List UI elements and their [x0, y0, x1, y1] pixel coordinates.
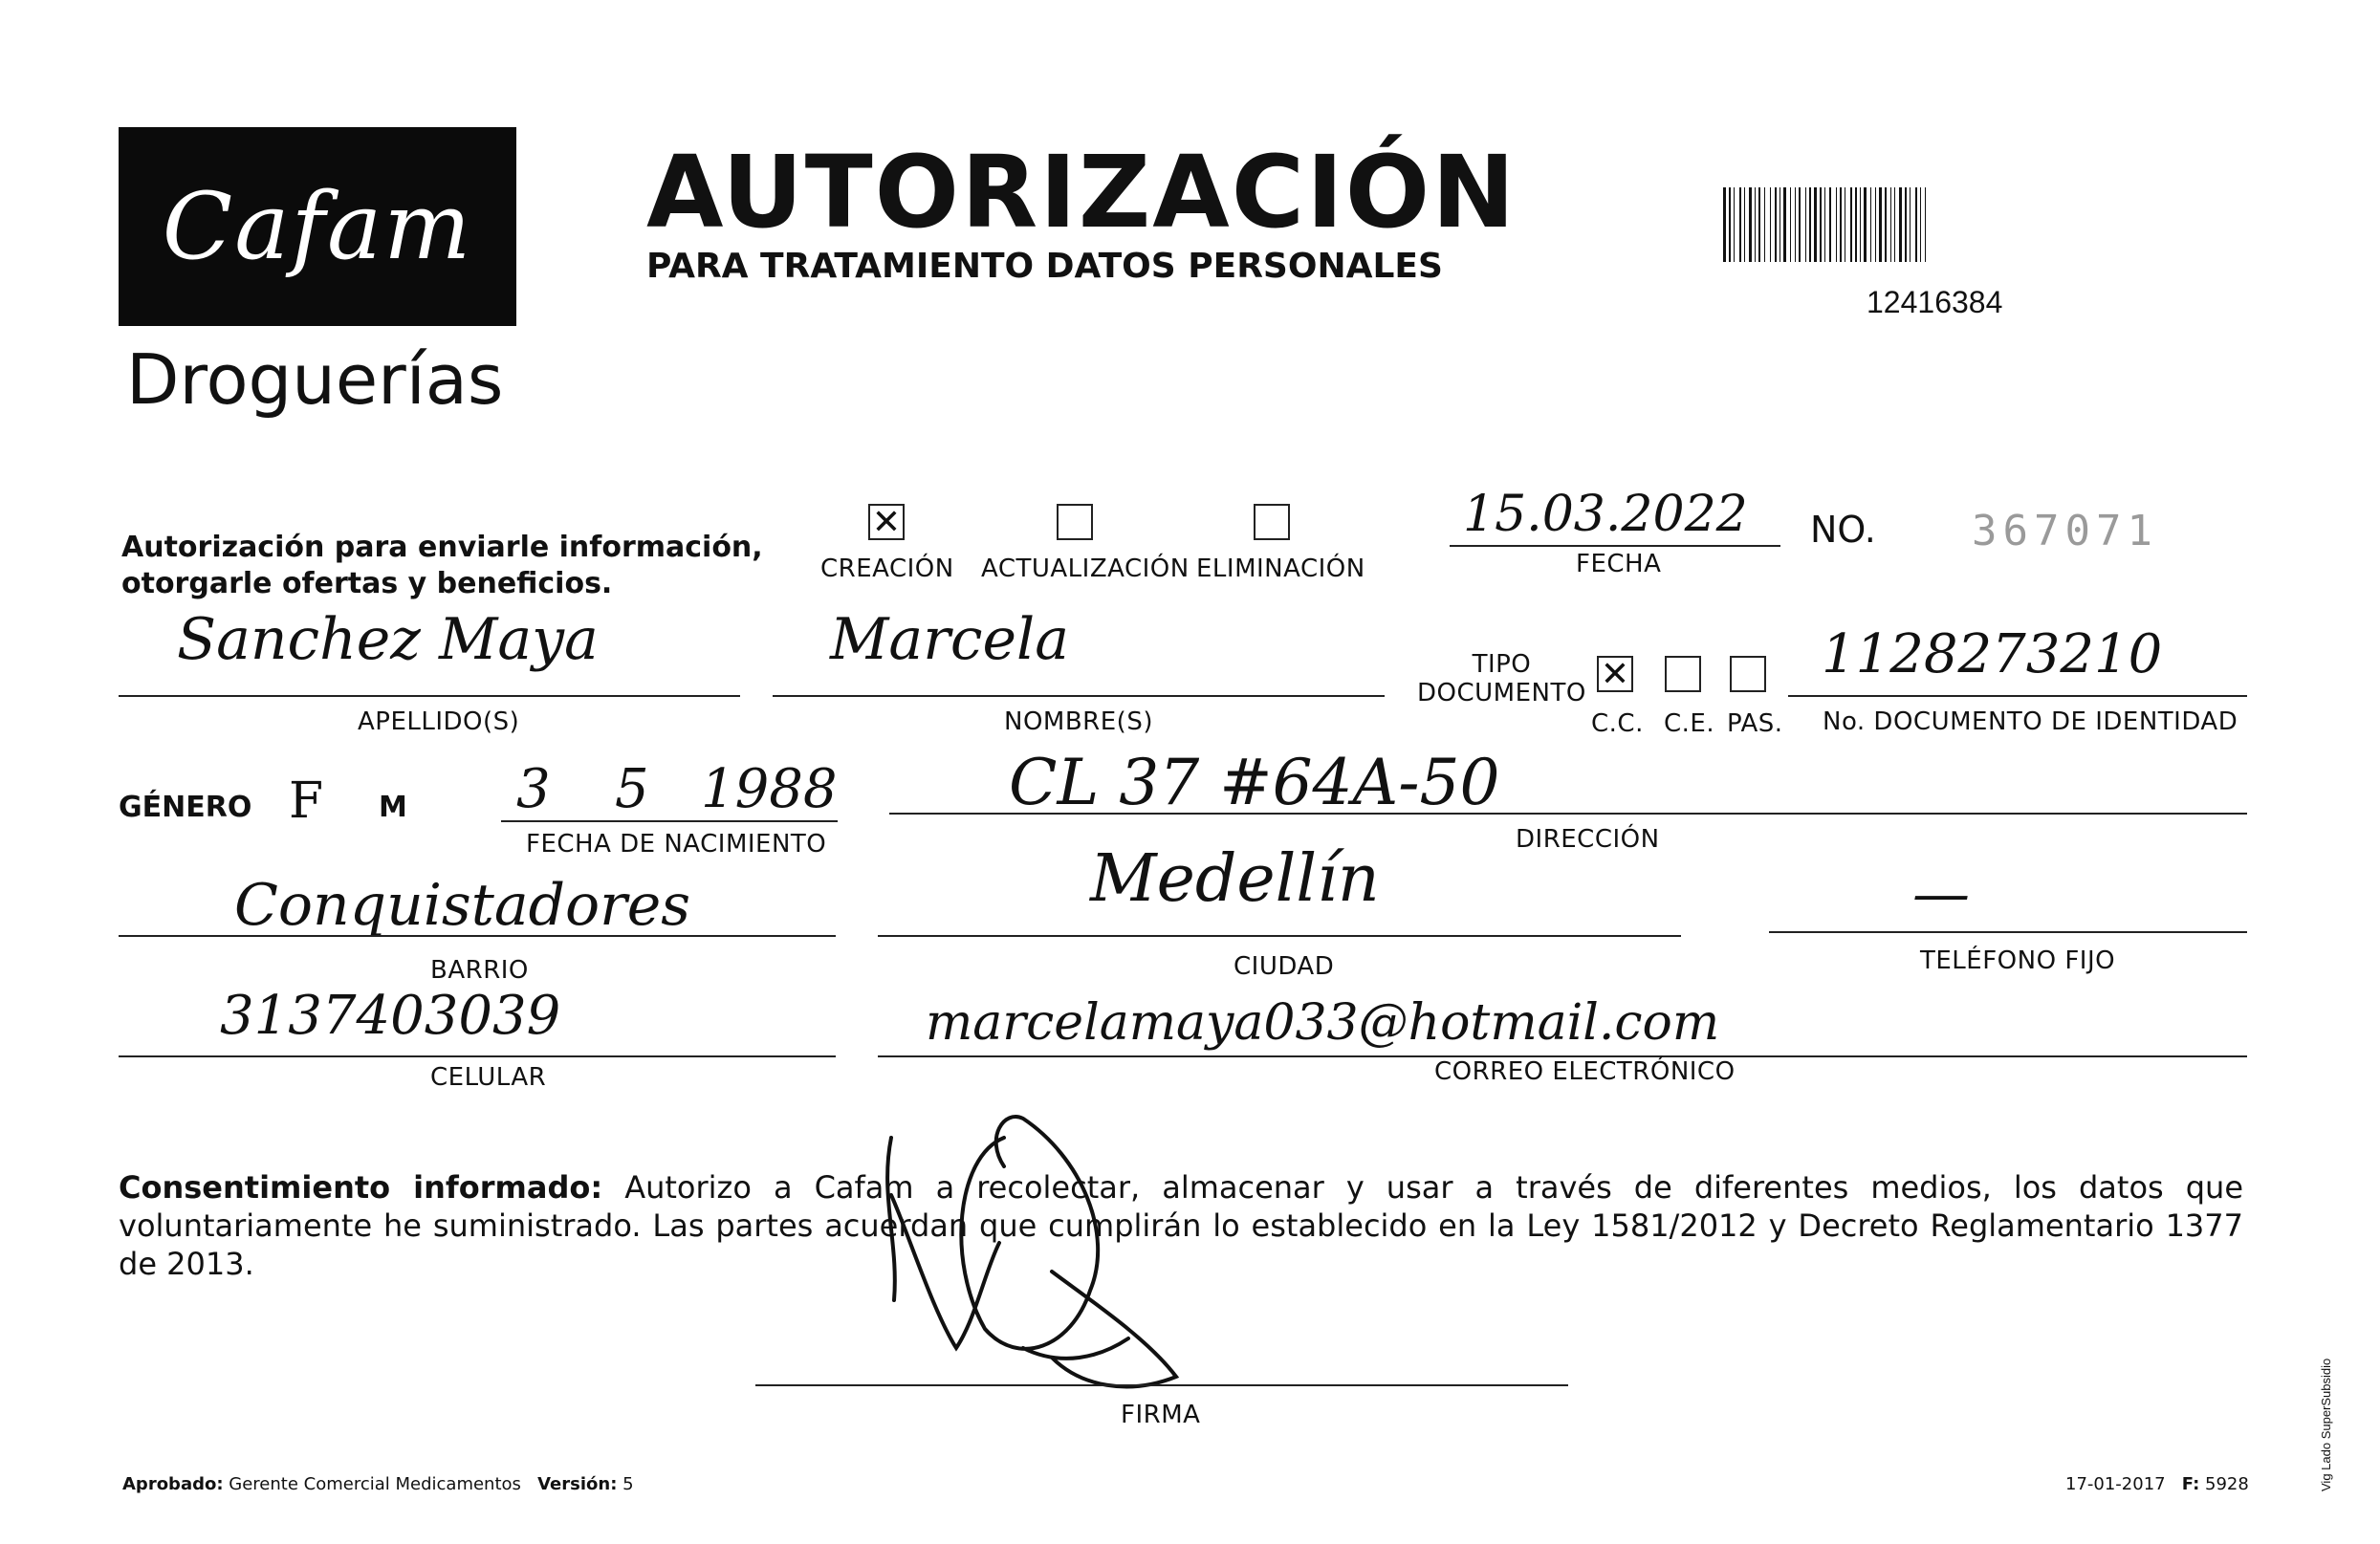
authorization-intro: Autorización para enviarle información, otorgarle ofertas y beneficios. [121, 531, 763, 600]
nacimiento-month: 5 [615, 758, 649, 820]
nombres-label: NOMBRE(S) [1004, 707, 1153, 736]
footer-date-code [2065, 1474, 2249, 1494]
documento-line [1788, 695, 2247, 697]
doc-type-ce-label: C.E. [1664, 709, 1715, 738]
barcode [1723, 187, 2115, 262]
barrio-value: Conquistadores [234, 872, 691, 939]
checkbox-pas[interactable] [1730, 656, 1766, 692]
nacimiento-line [501, 820, 838, 822]
fecha-line [1450, 545, 1780, 547]
documento-label: No. DOCUMENTO DE IDENTIDAD [1823, 707, 2238, 736]
f-label: F: [2181, 1474, 2200, 1494]
nacimiento-year: 1988 [701, 758, 838, 820]
celular-label: CELULAR [430, 1063, 547, 1092]
option-label-eliminacion: ELIMINACIÓN [1196, 555, 1365, 583]
consent-heading: Consentimiento informado: [119, 1169, 603, 1206]
barcode-number: 12416384 [1867, 285, 2003, 319]
checkbox-actualizacion[interactable] [1057, 504, 1093, 540]
nombres-line [773, 695, 1385, 697]
direccion-label: DIRECCIÓN [1516, 825, 1660, 854]
aprobado-value: Gerente Comercial Medicamentos [229, 1474, 521, 1494]
genero-label: GÉNERO [119, 791, 252, 824]
checkbox-ce[interactable] [1665, 656, 1701, 692]
doc-type-pas-label: PAS. [1727, 709, 1783, 738]
documento-value: 1128273210 [1822, 623, 2163, 685]
apellidos-line [119, 695, 740, 697]
cafam-logo [119, 127, 516, 326]
page-title: AUTORIZACIÓN [646, 134, 1518, 250]
checkbox-eliminacion[interactable] [1254, 504, 1290, 540]
nombres-value: Marcela [830, 606, 1069, 673]
ciudad-line [878, 935, 1681, 937]
numero-value: 367071 [1972, 507, 2158, 555]
celular-value: 3137403039 [220, 985, 561, 1047]
genero-f-mark[interactable]: F [289, 772, 324, 830]
telefono-label: TELÉFONO FIJO [1920, 946, 2116, 975]
telefono-line [1769, 931, 2247, 933]
footer-aprobado [122, 1474, 634, 1494]
version-label: Versión: [537, 1474, 618, 1494]
option-label-creacion: CREACIÓN [820, 555, 954, 583]
genero-m-option[interactable]: M [379, 791, 407, 824]
numero-label: NO. [1810, 509, 1876, 551]
firma-line [755, 1384, 1568, 1386]
telefono-value: — [1912, 860, 1970, 927]
check-mark-icon: ✕ [1600, 654, 1630, 693]
correo-value: marcelamaya033@hotmail.com [926, 994, 1720, 1052]
fecha-label: FECHA [1576, 550, 1662, 578]
apellidos-value: Sanchez Maya [177, 606, 599, 673]
tipo-documento-label: TIPO DOCUMENTO [1417, 650, 1586, 707]
nacimiento-label: FECHA DE NACIMIENTO [526, 830, 827, 859]
direccion-value: CL 37 #64A-50 [1009, 746, 1500, 819]
signature-drawing [841, 1080, 1281, 1405]
doc-type-cc-label: C.C. [1591, 709, 1644, 738]
logo-subtitle: Droguerías [126, 339, 504, 420]
ciudad-value: Medellín [1090, 841, 1380, 917]
checkbox-creacion[interactable] [868, 504, 905, 540]
consent-text: Autorizo a Cafam a recolectar, almacenar y usar a través de diferentes medios, los datos que voluntariamente he suministrado. Las partes acuerdan que cumplirán lo establecido en la Ley 1581/2012 y Decreto Reglamentario 1377 de 2013. [119, 1169, 2244, 1282]
apellidos-label: APELLIDO(S) [358, 707, 520, 736]
f-value: 5928 [2205, 1474, 2249, 1494]
firma-label: FIRMA [1121, 1401, 1201, 1429]
version-value: 5 [622, 1474, 634, 1494]
fecha-value: 15.03.2022 [1463, 486, 1748, 543]
correo-label: CORREO ELECTRÓNICO [1434, 1057, 1736, 1086]
aprobado-label: Aprobado: [122, 1474, 224, 1494]
barrio-label: BARRIO [430, 956, 529, 985]
direccion-line [889, 813, 2247, 815]
ciudad-label: CIUDAD [1234, 952, 1335, 981]
logo-brand: Cafam [162, 173, 473, 280]
footer-date: 17-01-2017 [2065, 1474, 2166, 1494]
option-label-actualizacion: ACTUALIZACIÓN [981, 555, 1190, 583]
side-vertical-text: Vig Lado SuperSubsidio [2319, 1358, 2333, 1491]
celular-line [119, 1055, 836, 1057]
nacimiento-day: 3 [516, 758, 551, 820]
page-subtitle: PARA TRATAMIENTO DATOS PERSONALES [646, 247, 1443, 286]
barrio-line [119, 935, 836, 937]
check-mark-icon: ✕ [871, 502, 902, 541]
checkbox-cc[interactable] [1597, 656, 1633, 692]
